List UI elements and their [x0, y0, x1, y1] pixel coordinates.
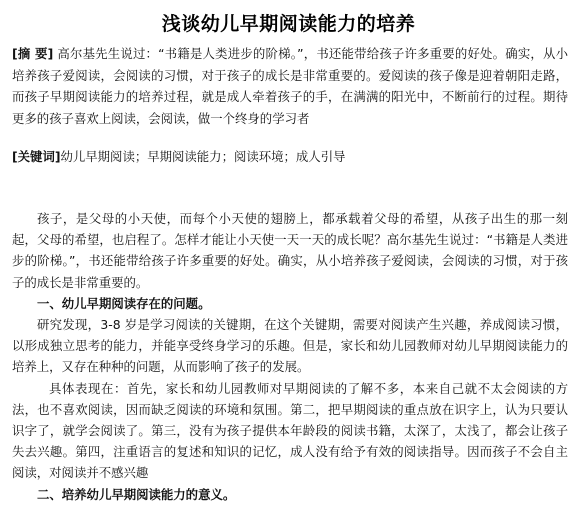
research-paragraph: 研究发现，3-8 岁是学习阅读的关键期，在这个关键期，需要对阅读产生兴趣，养成阅读习惯，以形成独立思考的能力，并能享受终身学习的乐趣。但是，家长和幼儿园教师对幼儿早期阅读能力的培养上，又存在种种的问题，从而影响了孩子的发展。 [12, 317, 568, 375]
keywords-section [12, 146, 568, 168]
body-section [12, 208, 568, 505]
section-heading-problems: 一、幼儿早期阅读存在的问题。 [37, 295, 211, 311]
section-heading-significance: 二、培养幼儿早期阅读能力的意义。 [37, 486, 236, 502]
keywords-label: [关键词] [12, 149, 61, 164]
abstract-label: [摘 要] [12, 46, 54, 61]
keywords-text: 幼儿早期阅读；早期阅读能力；阅读环境；成人引导 [60, 149, 346, 164]
document-title: 浅谈幼儿早期阅读能力的培养 [161, 13, 416, 35]
details-paragraph: 具体表现在：首先，家长和幼儿园教师对早期阅读的了解不多，本来自己就不太会阅读的方法，也不喜欢阅读，因而缺乏阅读的环境和氛围。第二，把早期阅读的重点放在识字上，认为只要认识字了，就学会阅读了。第三，没有为孩子提供本年龄段的阅读书籍，太深了，太浅了，都会让孩子失去兴趣。第四，注重语言的复述和知识的记忆，成人没有给予有效的阅读指导。因而孩子不会自主阅读，对阅读并不感兴趣 [12, 380, 568, 481]
intro-paragraph: 孩子，是父母的小天使，而每个小天使的翅膀上，都承载着父母的希望，从孩子出生的那一刻起，父母的希望，也启程了。怎样才能让小天使一天一天的成长呢？高尔基先生说过：“书籍是人类进步的阶梯。”，书还能带给孩子许多重要的好处。确实，从小培养孩子爱阅读，会阅读的习惯，对于孩子的成长是非常重要的。 [12, 211, 568, 290]
abstract-text: 高尔基先生说过：“书籍是人类进步的阶梯。”，书还能带给孩子许多重要的好处。确实，从小培养孩子爱阅读，会阅读的习惯，对于孩子的成长是非常重要的。爱阅读的孩子像是迎着朝阳走路，而孩子早期阅读能力的培养过程，就是成人牵着孩子的手，在满满的阳光中，不断前行的过程。期待更多的孩子喜欢上阅读，会阅读，做一个终身的学习者 [12, 46, 569, 126]
abstract-section [12, 43, 568, 129]
